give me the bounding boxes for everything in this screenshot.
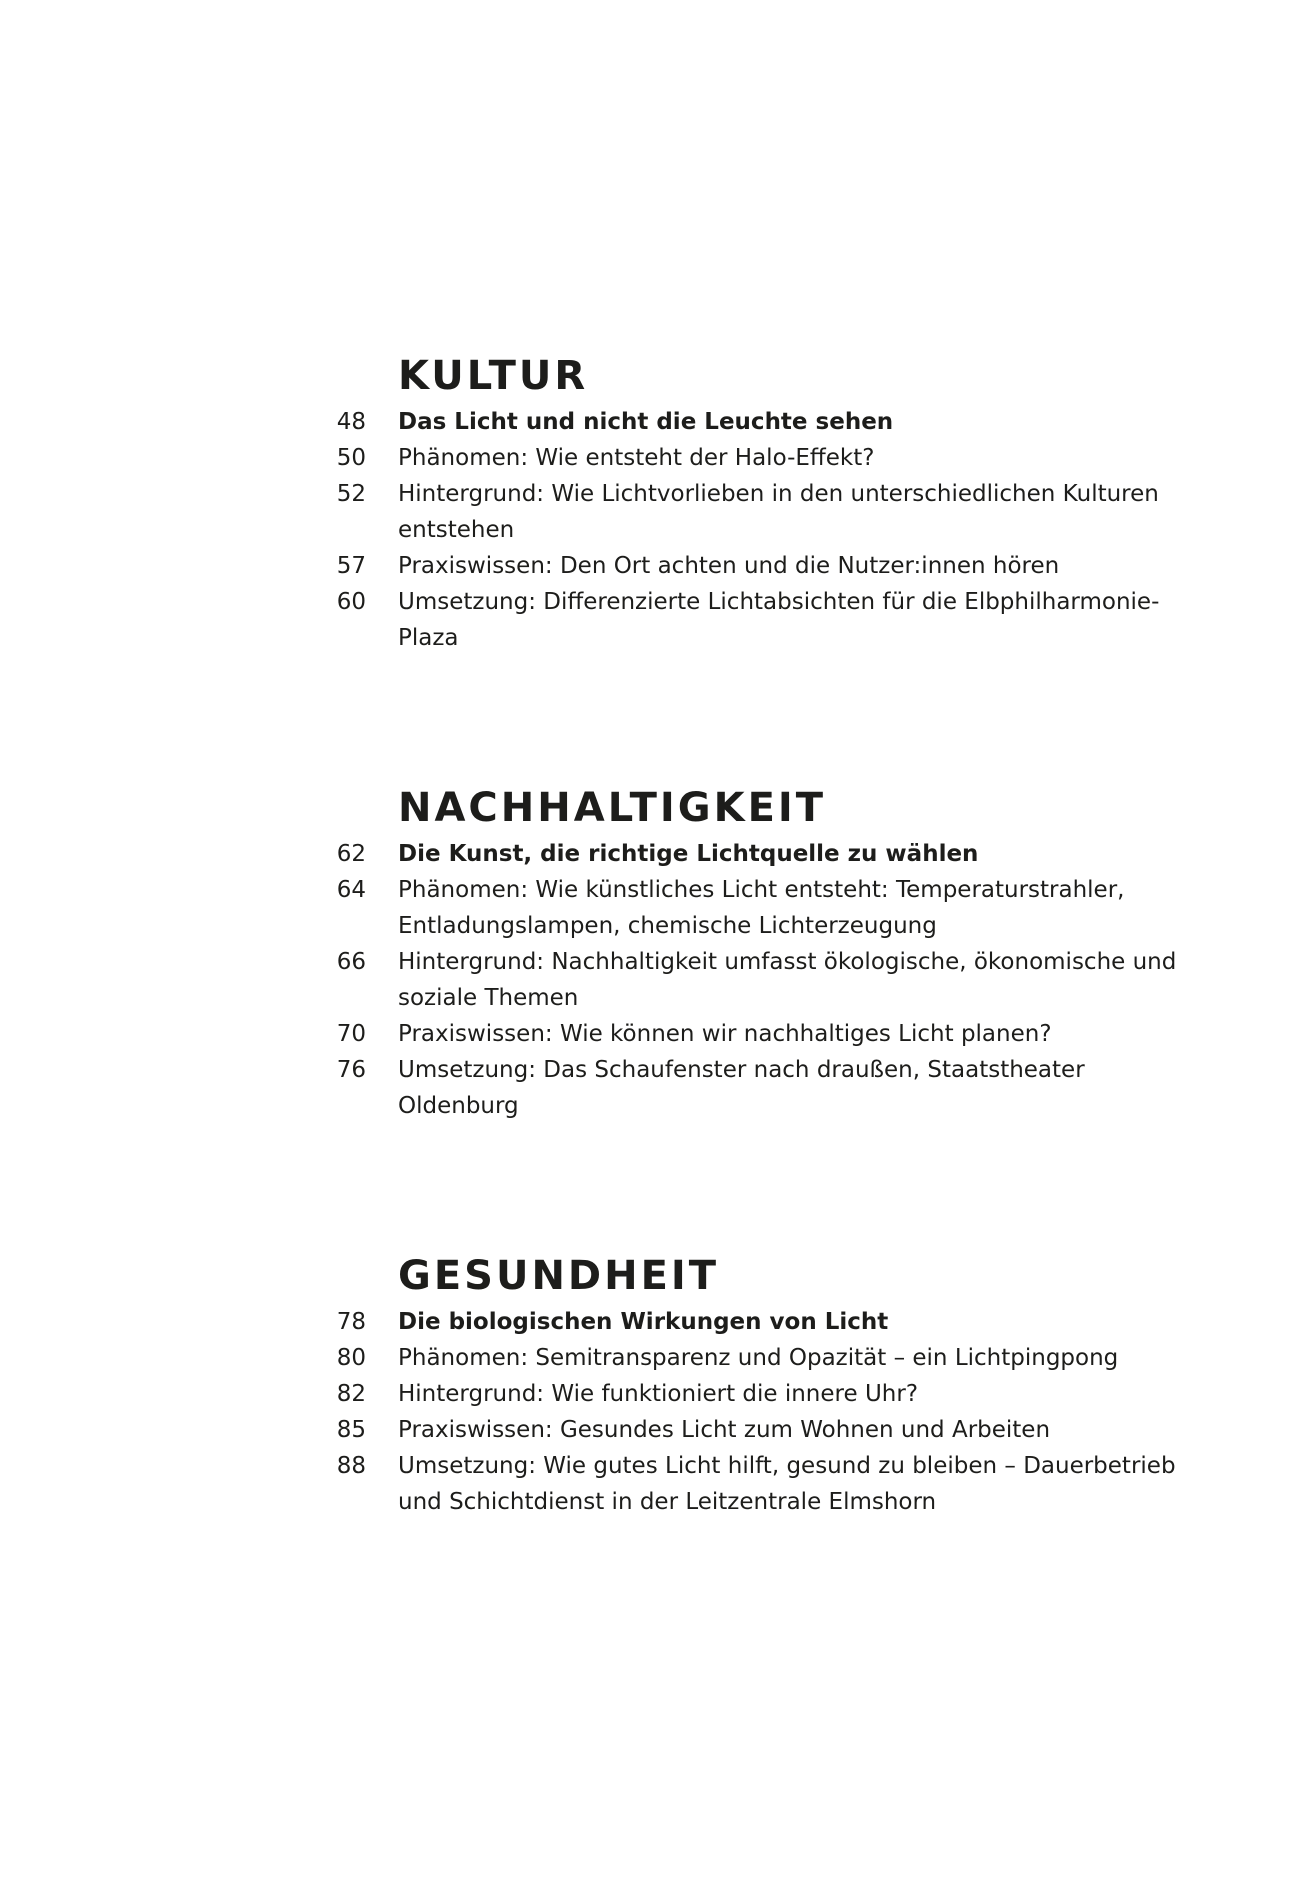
toc-entry[interactable]: [0, 1376, 1292, 1412]
page-number: 80: [336, 1345, 366, 1371]
page-number: 62: [336, 841, 366, 867]
page-number: 76: [336, 1057, 366, 1083]
entry-title: Umsetzung: Differenzierte Lichtabsichten für die Elbphilharmonie-Plaza: [398, 589, 1160, 651]
toc-entry[interactable]: [0, 404, 1292, 440]
entry-title: Praxiswissen: Den Ort achten und die Nutzer:innen hören: [398, 553, 1060, 579]
entry-title: Das Licht und nicht die Leuchte sehen: [398, 409, 894, 435]
page-number: 48: [336, 409, 366, 435]
entry-title: Die biologischen Wirkungen von Licht: [398, 1309, 889, 1335]
entry-title: Praxiswissen: Wie können wir nachhaltiges Licht planen?: [398, 1021, 1052, 1047]
toc-entry[interactable]: [0, 1412, 1292, 1448]
entry-title: Phänomen: Wie künstliches Licht entsteht: Temperaturstrahler, Entladungslampen, chemische Lichterzeugung: [398, 877, 1125, 939]
toc-entry-list: [0, 1304, 1292, 1520]
section-title: NACHHALTIGKEIT: [398, 785, 827, 831]
entry-title: Praxiswissen: Gesundes Licht zum Wohnen und Arbeiten: [398, 1417, 1051, 1443]
toc-entry-list: [0, 404, 1292, 656]
section-title: GESUNDHEIT: [398, 1253, 720, 1299]
toc-entry[interactable]: [0, 548, 1292, 584]
page-number: 82: [336, 1381, 366, 1407]
toc-entry[interactable]: [0, 872, 1292, 944]
toc-entry[interactable]: [0, 1448, 1292, 1520]
toc-entry[interactable]: [0, 1304, 1292, 1340]
page-number: 57: [336, 553, 366, 579]
toc-entry[interactable]: [0, 944, 1292, 1016]
toc-entry[interactable]: [0, 1052, 1292, 1124]
entry-title: Hintergrund: Wie funktioniert die innere Uhr?: [398, 1381, 919, 1407]
toc-entry[interactable]: [0, 584, 1292, 656]
entry-title: Hintergrund: Wie Lichtvorlieben in den unterschiedlichen Kulturen entstehen: [398, 481, 1159, 543]
page-number: 60: [336, 589, 366, 615]
page-number: 50: [336, 445, 366, 471]
page-number: 66: [336, 949, 366, 975]
entry-title: Die Kunst, die richtige Lichtquelle zu wählen: [398, 841, 979, 867]
entry-title: Phänomen: Semitransparenz und Opazität – ein Lichtpingpong: [398, 1345, 1119, 1371]
toc-entry[interactable]: [0, 836, 1292, 872]
entry-title: Phänomen: Wie entsteht der Halo-Effekt?: [398, 445, 875, 471]
page-number: 64: [336, 877, 366, 903]
page-number: 78: [336, 1309, 366, 1335]
toc-entry[interactable]: [0, 476, 1292, 548]
toc-entry[interactable]: [0, 1340, 1292, 1376]
page-number: 88: [336, 1453, 366, 1479]
section-title: KULTUR: [398, 353, 589, 399]
toc-entry[interactable]: [0, 440, 1292, 476]
entry-title: Hintergrund: Nachhaltigkeit umfasst ökologische, ökonomische und soziale Themen: [398, 949, 1177, 1011]
entry-title: Umsetzung: Wie gutes Licht hilft, gesund zu bleiben – Dauerbetrieb und Schichtdienst in der Leitzentrale Elmshorn: [398, 1453, 1176, 1515]
page-number: 70: [336, 1021, 366, 1047]
entry-title: Umsetzung: Das Schaufenster nach draußen, Staatstheater Oldenburg: [398, 1057, 1085, 1119]
toc-entry-list: [0, 836, 1292, 1124]
page-number: 52: [336, 481, 366, 507]
page-number: 85: [336, 1417, 366, 1443]
toc-entry[interactable]: [0, 1016, 1292, 1052]
